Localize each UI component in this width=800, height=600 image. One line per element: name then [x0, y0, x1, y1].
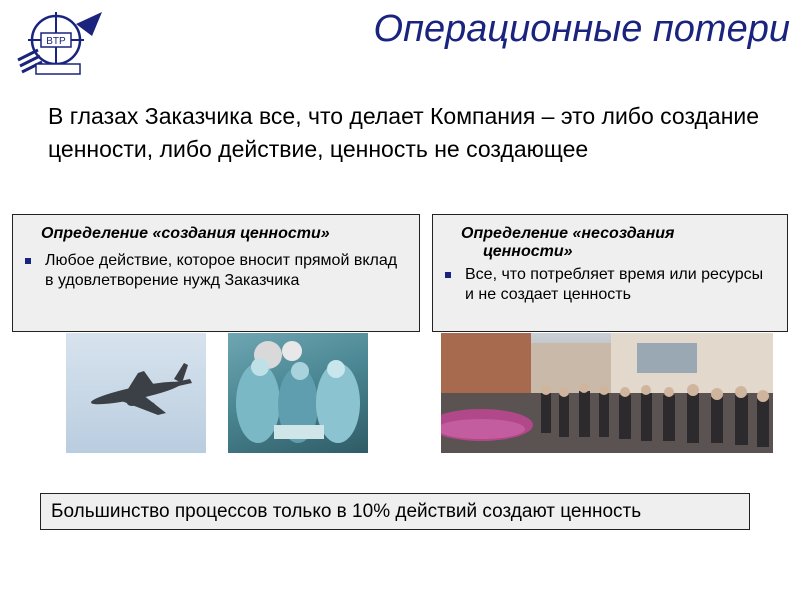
nonvalue-definition-box [432, 214, 788, 332]
btp-logo [16, 10, 108, 76]
value-definition-box [12, 214, 420, 332]
bullet-icon [25, 258, 31, 264]
value-definition-heading: Определение «создания ценности» [41, 225, 330, 242]
nonvalue-heading-line1: Определение «несоздания [461, 225, 675, 242]
airplane-photo [66, 333, 206, 453]
bullet-icon [445, 272, 451, 278]
nonvalue-definition-item [445, 265, 775, 305]
surgery-photo [228, 333, 368, 453]
nonvalue-heading-line2: ценности» [483, 243, 573, 260]
page-title: Операционные потери [373, 8, 790, 50]
nonvalue-definition-heading [445, 225, 775, 261]
intro-text: В глазах Заказчика все, что делает Компания – это либо создание ценности, либо действие, ценность не создающее [48, 103, 760, 162]
summary-box: Большинство процессов только в 10% действий создают ценность [40, 493, 750, 530]
nonvalue-definition-text: Все, что потребляет время или ресурсы и не создает ценность [465, 266, 764, 303]
value-definition-text: Любое действие, которое вносит прямой вклад в удовлетворение нужд Заказчика [45, 252, 398, 289]
logo-text: BTP [46, 36, 66, 47]
crowd-queue-photo [441, 333, 773, 453]
value-definition-item [25, 251, 407, 291]
